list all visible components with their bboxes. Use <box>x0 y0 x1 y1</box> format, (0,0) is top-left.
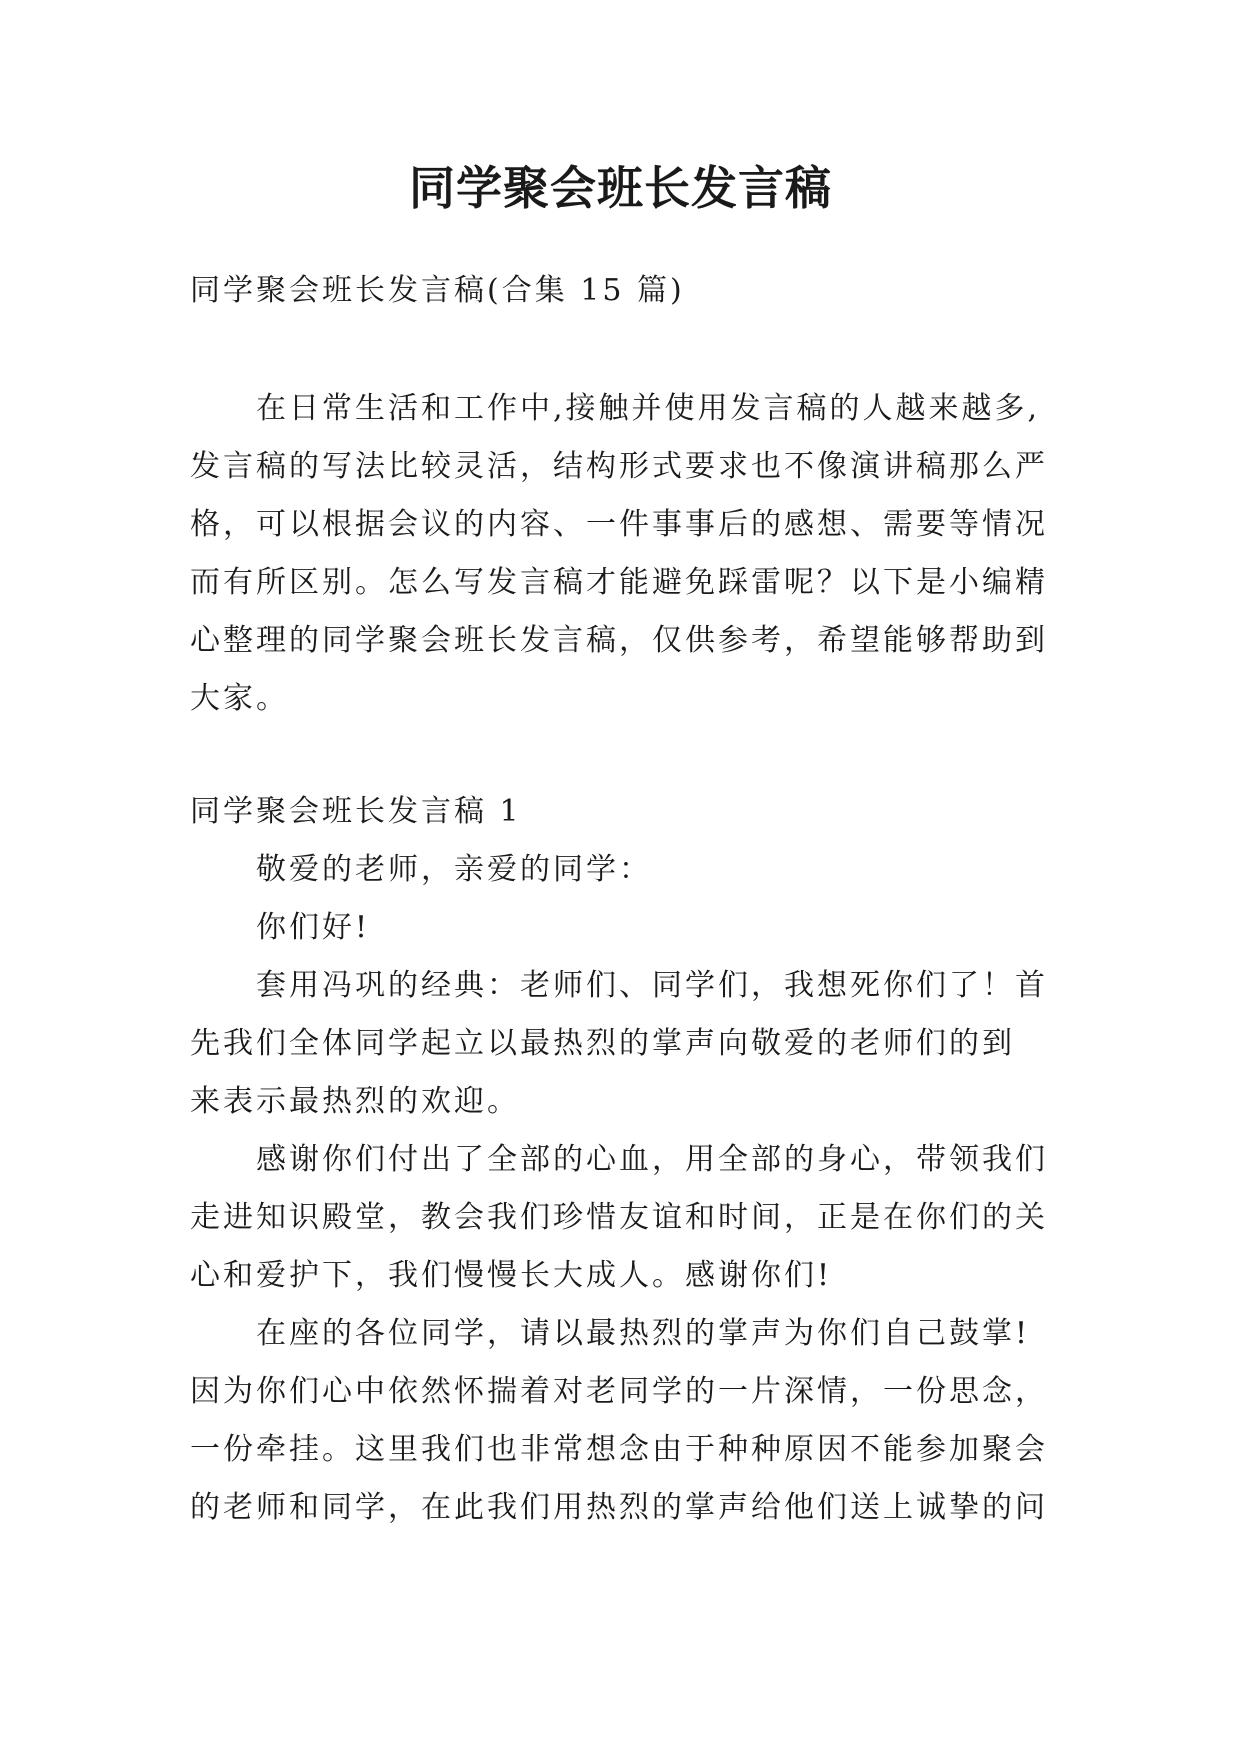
section-heading: 同学聚会班长发言稿 1 <box>190 794 522 829</box>
paragraph-line: 先我们全体同学起立以最热烈的掌声向敬爱的老师们的到 <box>190 1026 1015 1061</box>
intro-line: 而有所区别。怎么写发言稿才能避免踩雷呢？以下是小编精 <box>190 565 1048 600</box>
paragraph-line: 的老师和同学，在此我们用热烈的掌声给他们送上诚挚的问 <box>190 1490 1048 1525</box>
paragraph-1 <box>190 957 1060 1131</box>
intro-paragraph <box>190 380 1060 728</box>
intro-line: 大家。 <box>190 681 289 716</box>
paragraph-line: 套用冯巩的经典：老师们、同学们，我想死你们了！首 <box>256 968 1048 1003</box>
paragraph-line: 感谢你们付出了全部的心血，用全部的身心，带领我们 <box>256 1142 1048 1177</box>
paragraph-line: 走进知识殿堂，教会我们珍惜友谊和时间，正是在你们的关 <box>190 1200 1048 1235</box>
document-title: 同学聚会班长发言稿 <box>409 161 832 215</box>
intro-line: 格，可以根据会议的内容、一件事事后的感想、需要等情况 <box>190 507 1048 542</box>
paragraph-line: 在座的各位同学，请以最热烈的掌声为你们自己鼓掌! <box>256 1316 1031 1351</box>
hello-line: 你们好! <box>256 910 371 945</box>
paragraph-2 <box>190 1131 1060 1305</box>
document-body <box>190 262 1060 1537</box>
paragraph-line: 心和爱护下，我们慢慢长大成人。感谢你们! <box>190 1258 833 1293</box>
intro-line: 发言稿的写法比较灵活，结构形式要求也不像演讲稿那么严 <box>190 449 1048 484</box>
paragraph-line: 来表示最热烈的欢迎。 <box>190 1084 520 1119</box>
intro-line: 在日常生活和工作中,接触并使用发言稿的人越来越多, <box>256 391 1041 426</box>
greeting-line: 敬爱的老师，亲爱的同学： <box>256 852 652 887</box>
intro-line: 心整理的同学聚会班长发言稿，仅供参考，希望能够帮助到 <box>190 623 1048 658</box>
paragraph-line: 一份牵挂。这里我们也非常想念由于种种原因不能参加聚会 <box>190 1432 1048 1467</box>
paragraph-line: 因为你们心中依然怀揣着对老同学的一片深情，一份思念， <box>190 1374 1048 1409</box>
paragraph-3 <box>190 1305 1060 1537</box>
document-subtitle: 同学聚会班长发言稿(合集 15 篇) <box>190 273 685 308</box>
